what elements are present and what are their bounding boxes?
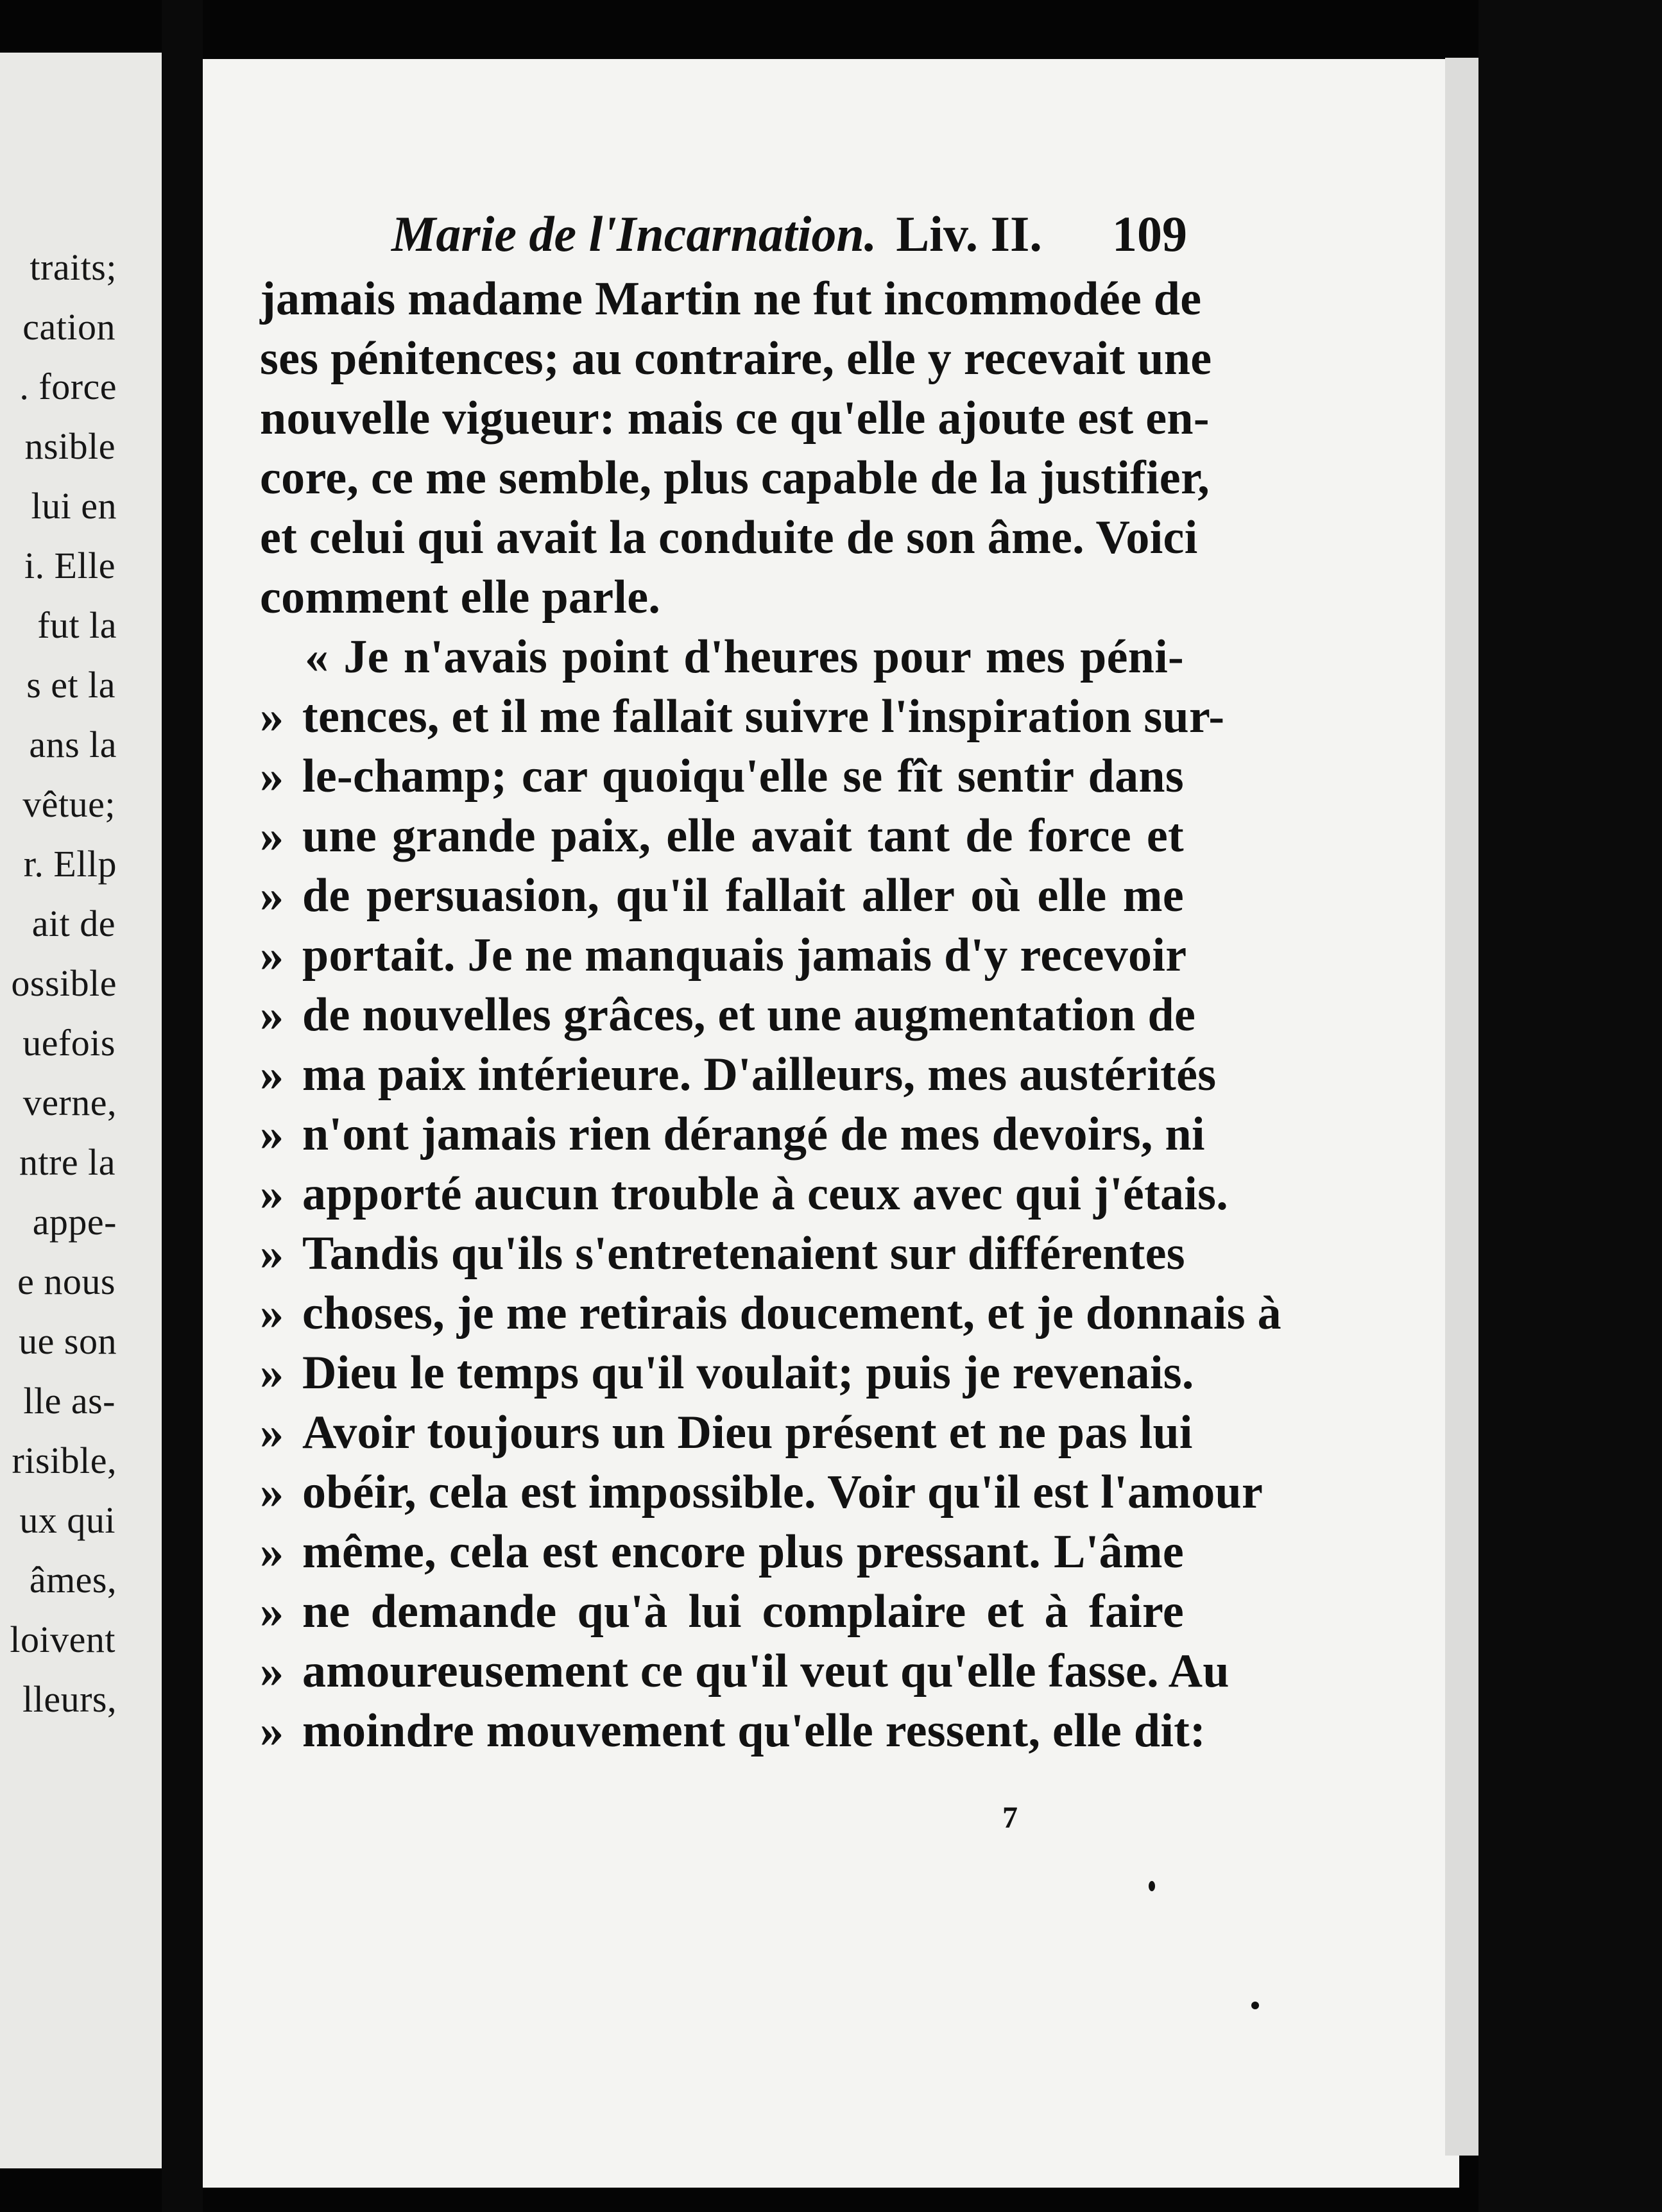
body-line: jamais madame Martin ne fut incommodée de xyxy=(260,273,1202,325)
previous-page-fragment xyxy=(0,53,162,2168)
quote-line xyxy=(260,1522,1184,1582)
quote-line xyxy=(260,1403,1193,1463)
quote-continuation-mark: » xyxy=(260,1227,284,1280)
quote-line-text: choses, je me retirais doucement, et je donnais à xyxy=(302,1287,1281,1340)
body-line: core, ce me semble, plus capable de la justifier, xyxy=(260,452,1210,504)
previous-page-line: ue son xyxy=(19,1320,117,1362)
quote-line-text: apporté aucun trouble à ceux avec qui j'étais. xyxy=(302,1168,1229,1220)
quote-continuation-mark: » xyxy=(260,1048,284,1101)
quote-line-text: de nouvelles grâces, et une augmentation de xyxy=(302,989,1196,1041)
quote-line xyxy=(260,806,1184,866)
previous-page-line: verne, xyxy=(22,1082,117,1123)
quote-line xyxy=(260,1701,1206,1761)
quote-line-text: tences, et il me fallait suivre l'inspiration sur- xyxy=(302,690,1225,743)
previous-page-line: i. Elle xyxy=(24,545,116,586)
quote-continuation-mark: » xyxy=(260,1466,284,1519)
previous-page-line: nsible xyxy=(24,425,116,467)
body-line: nouvelle vigueur: mais ce qu'elle ajoute est en- xyxy=(260,392,1210,445)
previous-page-line: e nous xyxy=(17,1261,116,1302)
quote-line xyxy=(260,1105,1205,1164)
quote-continuation-mark: » xyxy=(260,810,284,862)
signature-mark: 7 xyxy=(1002,1801,1018,1835)
quote-continuation-mark: » xyxy=(260,1347,284,1399)
quote-line-text: amoureusement ce qu'il veut qu'elle fasse. Au xyxy=(302,1645,1229,1697)
quote-line xyxy=(260,1642,1229,1701)
quote-line-text: ne demande qu'à lui complaire et à faire xyxy=(302,1585,1184,1638)
quote-line-text: « Je n'avais point d'heures pour mes péni- xyxy=(305,631,1184,683)
scan-speck xyxy=(1149,1881,1155,1891)
previous-page-line: . force xyxy=(19,366,117,407)
previous-page-line: appe- xyxy=(32,1201,117,1243)
previous-page-line: s et la xyxy=(26,664,116,706)
quote-continuation-mark: » xyxy=(260,989,284,1041)
scan-speck xyxy=(1251,2002,1259,2009)
quote-continuation-mark: » xyxy=(260,1406,284,1459)
previous-page-line: âmes, xyxy=(29,1559,117,1601)
quote-line xyxy=(260,926,1187,985)
quote-continuation-mark: » xyxy=(260,690,284,743)
quote-continuation-mark: » xyxy=(260,750,284,803)
quote-line-text: ma paix intérieure. D'ailleurs, mes austérités xyxy=(302,1048,1217,1101)
quote-continuation-mark: » xyxy=(260,869,284,922)
quote-line-text: même, cela est encore plus pressant. L'âme xyxy=(302,1526,1184,1578)
quote-line-text: Dieu le temps qu'il voulait; puis je revenais. xyxy=(302,1347,1194,1399)
previous-page-line: ossible xyxy=(11,962,117,1004)
quote-line-text: moindre mouvement qu'elle ressent, elle dit: xyxy=(302,1705,1206,1757)
quote-line xyxy=(260,1045,1217,1105)
scan-border-right xyxy=(1478,0,1662,2212)
quote-line xyxy=(260,1224,1184,1284)
quote-continuation-mark: » xyxy=(260,1645,284,1697)
quote-line-text: Avoir toujours un Dieu présent et ne pas lui xyxy=(302,1406,1193,1459)
quote-continuation-mark: » xyxy=(260,1705,284,1757)
book-gutter xyxy=(162,0,203,2212)
previous-page-line: ntre la xyxy=(19,1141,116,1183)
quote-line xyxy=(260,866,1184,926)
quote-continuation-mark: » xyxy=(260,1287,284,1340)
body-line: comment elle parle. xyxy=(260,571,661,624)
previous-page-line: lui en xyxy=(31,485,117,527)
previous-page-line: ans la xyxy=(29,724,117,765)
previous-page-line: ait de xyxy=(31,903,116,944)
previous-page-line: traits; xyxy=(30,246,117,288)
running-head-title: Marie de l'Incarnation. xyxy=(391,206,877,262)
running-head-book: Liv. II. xyxy=(896,206,1042,262)
quote-line xyxy=(260,627,1184,687)
previous-page-line: fut la xyxy=(37,604,117,646)
quote-line-text: obéir, cela est impossible. Voir qu'il est l'amour xyxy=(302,1466,1264,1519)
quote-line xyxy=(260,985,1196,1045)
quote-line xyxy=(260,1284,1281,1343)
quote-line xyxy=(260,1582,1184,1642)
quote-line-text: de persuasion, qu'il fallait aller où elle me xyxy=(302,869,1184,922)
quote-line xyxy=(260,1463,1264,1522)
previous-page-line: risible, xyxy=(12,1440,117,1481)
quote-continuation-mark: » xyxy=(260,1526,284,1578)
quote-line xyxy=(260,747,1184,806)
quote-line xyxy=(260,1343,1194,1403)
page-edge xyxy=(1445,58,1478,2156)
quote-line xyxy=(260,1164,1229,1224)
previous-page-line: lle as- xyxy=(23,1380,116,1422)
quote-line xyxy=(260,687,1225,747)
previous-page-line: vêtue; xyxy=(22,783,116,825)
quote-continuation-mark: » xyxy=(260,1168,284,1220)
body-line: et celui qui avait la conduite de son âme. Voici xyxy=(260,511,1198,564)
previous-page-line: loivent xyxy=(10,1619,116,1660)
quote-line-text: le-champ; car quoiqu'elle se fît sentir dans xyxy=(302,750,1184,803)
quote-line-text: une grande paix, elle avait tant de force et xyxy=(302,810,1184,862)
quote-continuation-mark: » xyxy=(260,929,284,982)
page-body xyxy=(260,269,1281,1761)
quote-continuation-mark: » xyxy=(260,1585,284,1638)
quote-line-text: Tandis qu'ils s'entretenaient sur différentes xyxy=(302,1227,1185,1280)
body-line: ses pénitences; au contraire, elle y recevait une xyxy=(260,332,1212,385)
previous-page-line: r. Ellp xyxy=(23,843,117,885)
previous-page-line: cation xyxy=(22,306,116,348)
quote-line-text: portait. Je ne manquais jamais d'y recevoir xyxy=(302,929,1187,982)
running-head xyxy=(391,205,1187,263)
quote-continuation-mark: » xyxy=(260,1108,284,1161)
quote-line-text: n'ont jamais rien dérangé de mes devoirs, ni xyxy=(302,1108,1205,1161)
previous-page-line: ux qui xyxy=(19,1499,116,1541)
previous-page-line: uefois xyxy=(22,1022,116,1064)
page-number: 109 xyxy=(1112,206,1187,262)
previous-page-line: lleurs, xyxy=(22,1678,117,1720)
